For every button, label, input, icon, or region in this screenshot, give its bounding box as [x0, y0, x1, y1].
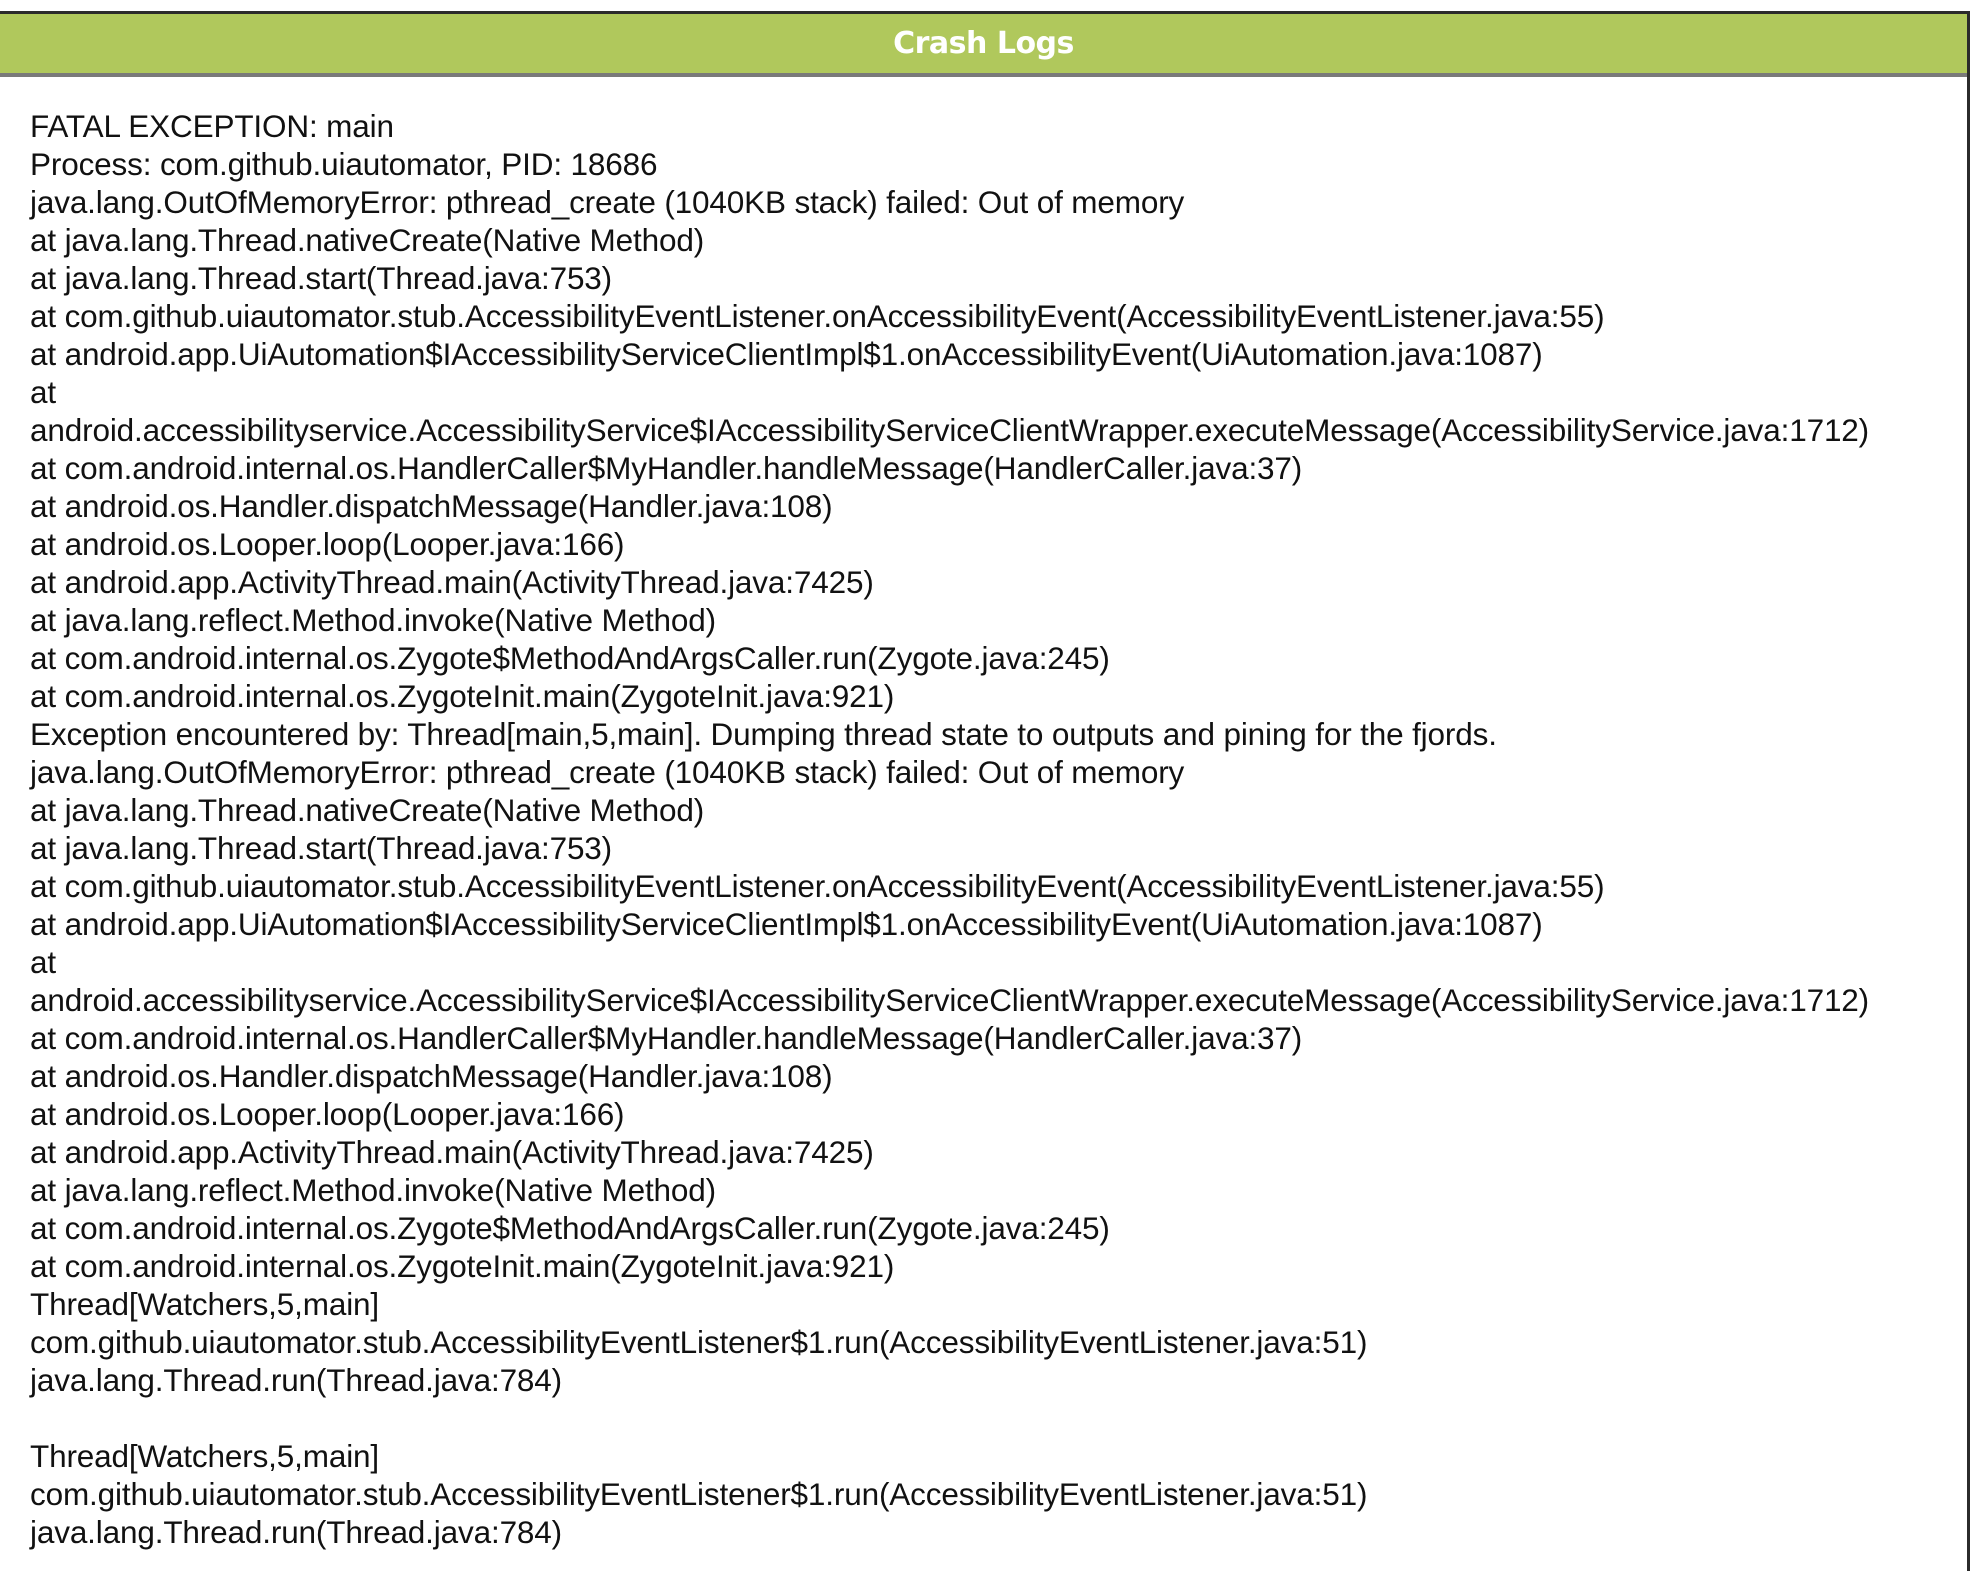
log-line: at	[30, 374, 56, 410]
log-line: at android.app.ActivityThread.main(ActivityThread.java:7425)	[30, 1134, 874, 1170]
log-line: at java.lang.Thread.start(Thread.java:753)	[30, 830, 613, 866]
log-line: Thread[Watchers,5,main]	[30, 1286, 380, 1322]
log-line: at com.github.uiautomator.stub.AccessibilityEventListener.onAccessibilityEvent(AccessibilityEventListener.java:55)	[30, 298, 1605, 334]
log-line: at java.lang.Thread.nativeCreate(Native Method)	[30, 222, 705, 258]
log-line: at android.os.Handler.dispatchMessage(Handler.java:108)	[30, 488, 833, 524]
crash-logs-panel	[0, 11, 1970, 1571]
log-line: at com.android.internal.os.HandlerCaller$MyHandler.handleMessage(HandlerCaller.java:37)	[30, 450, 1303, 486]
log-line: at android.app.ActivityThread.main(ActivityThread.java:7425)	[30, 564, 874, 600]
log-line: at com.android.internal.os.ZygoteInit.main(ZygoteInit.java:921)	[30, 678, 895, 714]
log-line: at com.android.internal.os.HandlerCaller$MyHandler.handleMessage(HandlerCaller.java:37)	[30, 1020, 1303, 1056]
log-line: android.accessibilityservice.AccessibilityService$IAccessibilityServiceClientWrapper.executeMessage(AccessibilityService.java:1712)	[30, 982, 1870, 1018]
log-line: java.lang.OutOfMemoryError: pthread_create (1040KB stack) failed: Out of memory	[30, 754, 1185, 790]
log-line: FATAL EXCEPTION: main	[30, 108, 394, 144]
crash-log-text	[30, 107, 1967, 1551]
log-line: Thread[Watchers,5,main]	[30, 1438, 380, 1474]
panel-title: Crash Logs	[893, 26, 1074, 61]
log-line: java.lang.Thread.run(Thread.java:784)	[30, 1362, 563, 1398]
log-line: at java.lang.Thread.start(Thread.java:753)	[30, 260, 613, 296]
log-line: at java.lang.reflect.Method.invoke(Native Method)	[30, 602, 717, 638]
panel-header	[0, 14, 1967, 77]
log-line: at com.android.internal.os.ZygoteInit.main(ZygoteInit.java:921)	[30, 1248, 895, 1284]
log-line: com.github.uiautomator.stub.AccessibilityEventListener$1.run(AccessibilityEventListener.java:51)	[30, 1476, 1368, 1512]
log-line	[30, 1399, 1967, 1437]
log-line: at com.android.internal.os.Zygote$MethodAndArgsCaller.run(Zygote.java:245)	[30, 640, 1110, 676]
log-line: at android.os.Looper.loop(Looper.java:166)	[30, 526, 625, 562]
log-line: com.github.uiautomator.stub.AccessibilityEventListener$1.run(AccessibilityEventListener.java:51)	[30, 1324, 1368, 1360]
log-line: at android.app.UiAutomation$IAccessibilityServiceClientImpl$1.onAccessibilityEvent(UiAutomation.java:1087)	[30, 336, 1543, 372]
log-line: at com.android.internal.os.Zygote$MethodAndArgsCaller.run(Zygote.java:245)	[30, 1210, 1110, 1246]
log-line: java.lang.OutOfMemoryError: pthread_create (1040KB stack) failed: Out of memory	[30, 184, 1185, 220]
log-line: at com.github.uiautomator.stub.AccessibilityEventListener.onAccessibilityEvent(AccessibilityEventListener.java:55)	[30, 868, 1605, 904]
log-line: at java.lang.Thread.nativeCreate(Native Method)	[30, 792, 705, 828]
log-line: Exception encountered by: Thread[main,5,main]. Dumping thread state to outputs and pining for the fjords.	[30, 716, 1497, 752]
log-line: Process: com.github.uiautomator, PID: 18686	[30, 146, 658, 182]
log-line: at android.os.Looper.loop(Looper.java:166)	[30, 1096, 625, 1132]
log-line: at android.app.UiAutomation$IAccessibilityServiceClientImpl$1.onAccessibilityEvent(UiAutomation.java:1087)	[30, 906, 1543, 942]
log-line: at java.lang.reflect.Method.invoke(Native Method)	[30, 1172, 717, 1208]
log-line: at	[30, 944, 56, 980]
log-line: at android.os.Handler.dispatchMessage(Handler.java:108)	[30, 1058, 833, 1094]
log-line: android.accessibilityservice.AccessibilityService$IAccessibilityServiceClientWrapper.executeMessage(AccessibilityService.java:1712)	[30, 412, 1870, 448]
log-line: java.lang.Thread.run(Thread.java:784)	[30, 1514, 563, 1550]
